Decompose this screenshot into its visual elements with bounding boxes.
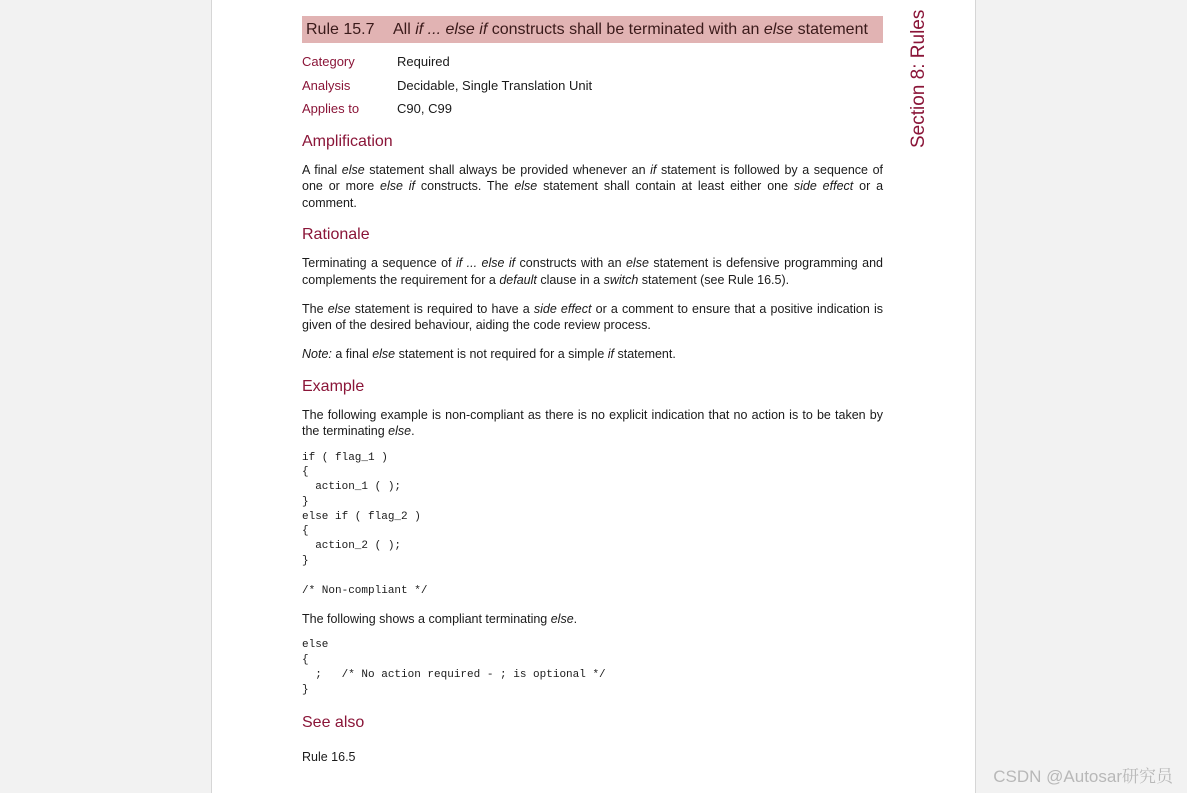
meta-value: Required <box>397 54 450 70</box>
meta-value: Decidable, Single Translation Unit <box>397 77 593 93</box>
rule-content <box>302 16 883 766</box>
amplification-heading: Amplification <box>302 132 393 150</box>
code-comment-noncompliant: /* Non-compliant */ <box>302 584 428 597</box>
meta-label: Category <box>302 54 355 70</box>
section-side-title: Section 8: Rules <box>908 9 929 148</box>
rationale-note: Note: a final else statement is not required for a simple if statement. <box>302 347 676 361</box>
watermark-text: CSDN @Autosar研究员 <box>993 767 1173 786</box>
see-also-reference: Rule 16.5 <box>302 750 356 765</box>
rule-metadata <box>302 50 883 121</box>
rule-number: Rule 15.7 <box>306 20 375 38</box>
rationale-paragraph-2: The else statement is required to have a side effect or a comment to ensure that a positive indication is given of the desired behaviour, aiding the code review process. <box>302 301 883 332</box>
meta-label: Analysis <box>302 77 351 93</box>
meta-row-analysis <box>302 74 883 98</box>
rationale-heading: Rationale <box>302 226 370 243</box>
code-block-noncompliant: if ( flag_1 ) { action_1 ( ); } else if ( flag_2 ) { action_2 ( ); } <box>302 451 421 568</box>
meta-row-category <box>302 50 883 74</box>
code-block-compliant: else { ; /* No action required - ; is optional */ } <box>302 639 606 696</box>
compliant-intro: The following shows a compliant terminating else. <box>302 611 578 626</box>
amplification-text: A final else statement shall always be provided whenever an if statement is followed by a sequence of one or more else if constructs. The else statement shall contain at least either one side effect or a comment. <box>302 162 884 210</box>
meta-label: Applies to <box>302 101 360 117</box>
rationale-paragraph-1: Terminating a sequence of if ... else if constructs with an else statement is defensive programming and complements the requirement for a default clause in a switch statement (see Rule 16.5). <box>302 256 884 287</box>
rule-header <box>302 16 883 43</box>
rule-title: All if ... else if constructs shall be terminated with an else statement <box>393 20 868 38</box>
example-heading: Example <box>302 377 365 395</box>
example-intro: The following example is non-compliant as there is no explicit indication that no action is to be taken by the terminating else. <box>302 407 883 438</box>
meta-row-applies-to <box>302 97 883 121</box>
meta-value: C90, C99 <box>397 101 452 117</box>
see-also-heading: See also <box>302 714 365 732</box>
